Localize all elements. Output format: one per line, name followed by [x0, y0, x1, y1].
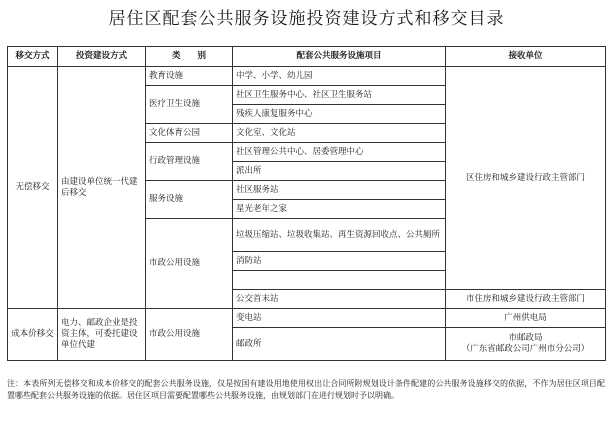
receiving-unit-city: 市住房和城乡建设行政主管部门 [446, 290, 606, 309]
header-receiving-unit: 接收单位 [446, 47, 606, 67]
receiving-unit-power: 广州供电局 [446, 309, 606, 328]
category-municipal-cost: 市政公用设施 [146, 309, 233, 361]
header-facility-items: 配套公共服务设施项目 [233, 47, 446, 67]
category-municipal: 市政公用设施 [146, 219, 233, 309]
transfer-method-cost: 成本价移交 [8, 309, 58, 361]
category-education: 教育设施 [146, 67, 233, 86]
investment-method-cost: 电力、邮政企业是投资主体，可委托建设单位代建 [58, 309, 146, 361]
footnote: 注：本表所列无偿移交和成本价移交的配套公共服务设施，仅是按国有建设用地使用权出让合同所附规划设计条件配建的公共服务设施移交的依据，不作为居住区项目配置哪些配套公共服务设施的依据。居住区项目需要配置哪些公共服务设施，由规划部门在进行规划时予以明确。 [7, 379, 605, 400]
facility-table [7, 46, 606, 361]
receiving-unit-post-line1: 市邮政局 [508, 333, 543, 343]
facility-item: 消防站 [233, 252, 446, 271]
category-admin: 行政管理设施 [146, 143, 233, 181]
facility-item: 残疾人康复服务中心 [233, 105, 446, 124]
receiving-unit-district: 区住房和城乡建设行政主管部门 [446, 67, 606, 290]
document-title: 居住区配套公共服务设施投资建设方式和移交目录 [108, 9, 505, 29]
table-row [8, 309, 606, 328]
facility-item: 中学、小学、幼儿园 [233, 67, 446, 86]
header-category: 类 别 [146, 47, 233, 67]
category-culture: 文化体育公园 [146, 124, 233, 143]
facility-item: 文化室、文化站 [233, 124, 446, 143]
category-health: 医疗卫生设施 [146, 86, 233, 124]
facility-item: 邮政所 [233, 328, 446, 361]
facility-item-empty [233, 271, 446, 290]
facility-item: 派出所 [233, 162, 446, 181]
facility-item: 社区卫生服务中心、社区卫生服务站 [233, 86, 446, 105]
transfer-method-free: 无偿移交 [8, 67, 58, 309]
header-transfer-method: 移交方式 [8, 47, 58, 67]
header-row [8, 47, 606, 67]
category-service: 服务设施 [146, 181, 233, 219]
facility-item: 公交首末站 [233, 290, 446, 309]
facility-item: 社区管理公共中心、居委管理中心 [233, 143, 446, 162]
facility-item: 变电站 [233, 309, 446, 328]
facility-item: 星光老年之家 [233, 200, 446, 219]
facility-item: 社区服务站 [233, 181, 446, 200]
investment-method-free: 由建设单位统一代建后移交 [58, 67, 146, 309]
header-investment-method: 投资建设方式 [58, 47, 146, 67]
table-row [8, 67, 606, 86]
receiving-unit-post-line2: （广东省邮政公司广州市分公司） [461, 344, 590, 354]
receiving-unit-post [446, 328, 606, 361]
facility-item: 垃圾压缩站、垃圾收集站、再生资源回收点、公共厕所 [233, 219, 446, 252]
